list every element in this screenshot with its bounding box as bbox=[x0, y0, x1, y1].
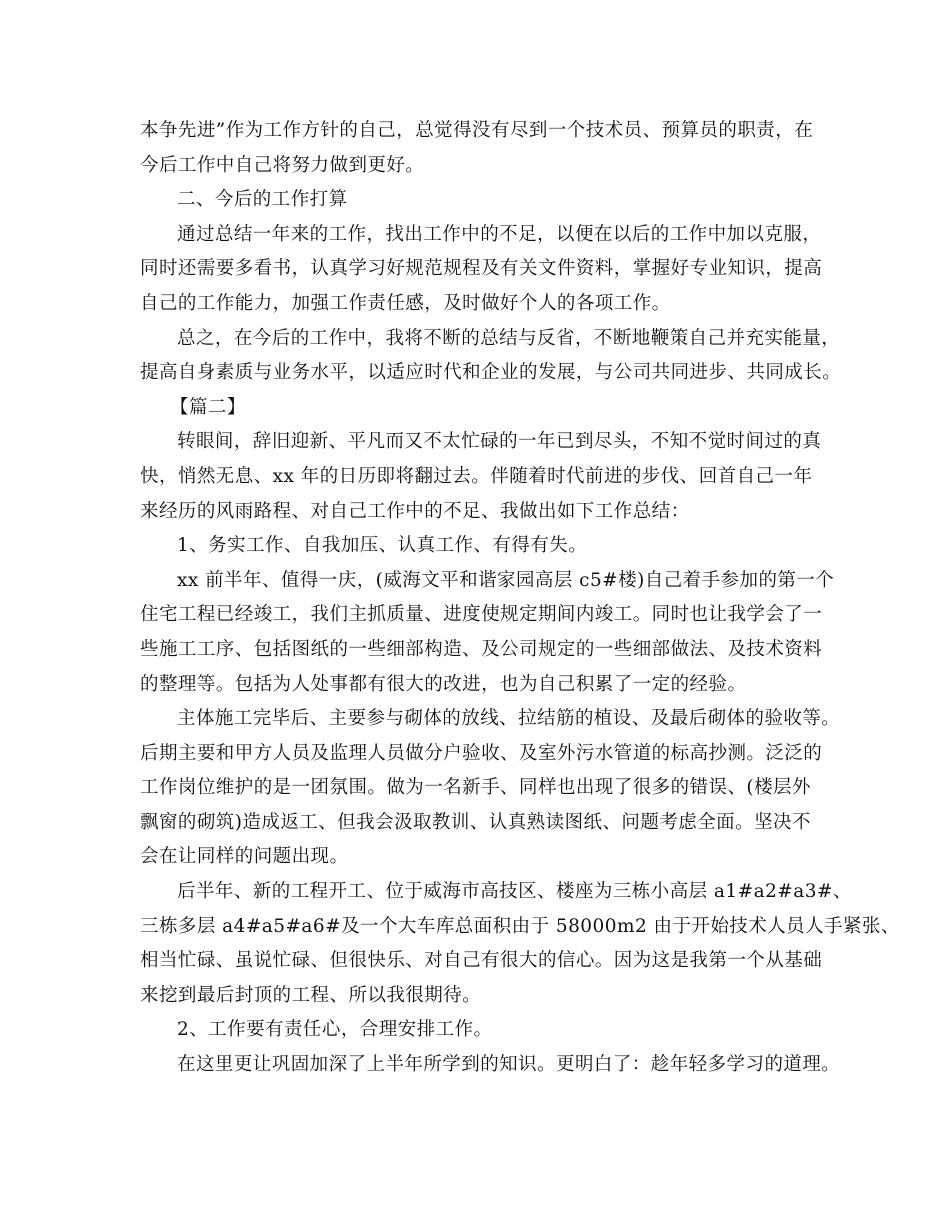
section-heading: 2、工作要有责任心，合理安排工作。 bbox=[177, 1019, 493, 1041]
text-line: 相当忙碌、虽说忙碌、但很快乐、对自己有很大的信心。因为这是我第一个从基础 bbox=[140, 950, 823, 972]
text-line: 后半年、新的工程开工、位于威海市高技区、楼座为三栋小高层 a1#a2#a3#、 bbox=[177, 881, 852, 903]
text-line: 本争先进”作为工作方针的自己，总觉得没有尽到一个技术员、预算员的职责，在 bbox=[140, 120, 814, 141]
section-heading: 二、今后的工作打算 bbox=[177, 189, 348, 211]
text-line: 快，悄然无息、xx 年的日历即将翻过去。伴随着时代前进的步伐、回首自己一年 bbox=[140, 465, 813, 487]
text-line: 提高自身素质与业务水平，以适应时代和企业的发展，与公司共同进步、共同成长。 bbox=[140, 362, 842, 384]
text-line: 些施工工序、包括图纸的一些细部构造、及公司规定的一些细部做法、及技术资料 bbox=[140, 638, 823, 660]
text-line: 通过总结一年来的工作，找出工作中的不足，以便在以后的工作中加以克服， bbox=[177, 223, 822, 245]
text-line: 工作岗位维护的是一团氛围。做为一名新手、同样也出现了很多的错误、(楼层外 bbox=[140, 777, 811, 799]
text-line: 在这里更让巩固加深了上半年所学到的知识。更明白了：趁年轻多学习的道理。 bbox=[177, 1054, 841, 1076]
text-line: 后期主要和甲方人员及监理人员做分户验收、及室外污水管道的标高抄测。泛泛的 bbox=[140, 742, 823, 764]
text-line: 同时还需要多看书，认真学习好规范规程及有关文件资料，掌握好专业知识，提高 bbox=[140, 258, 823, 280]
text-line: 来经历的风雨路程、对自己工作中的不足、我做出如下工作总结： bbox=[140, 500, 690, 522]
text-line: 住宅工程已经竣工，我们主抓质量、进度使规定期间内竣工。同时也让我学会了一 bbox=[140, 604, 823, 626]
text-line: 转眼间，辞旧迎新、平凡而又不太忙碌的一年已到尽头，不知不觉时间过的真 bbox=[177, 431, 822, 453]
text-line: 飘窗的砌筑)造成返工、但我会汲取教训、认真熟读图纸、问题考虑全面。坚决不 bbox=[140, 811, 811, 833]
text-line: 总之，在今后的工作中，我将不断的总结与反省，不断地鞭策自己并充实能量， bbox=[177, 327, 841, 349]
text-line: 今后工作中自己将努力做到更好。 bbox=[140, 154, 425, 176]
text-line: 自己的工作能力，加强工作责任感，及时做好个人的各项工作。 bbox=[140, 292, 671, 314]
section-heading: 1、务实工作、自我加压、认真工作、有得有失。 bbox=[177, 535, 588, 557]
text-line: 来挖到最后封顶的工程、所以我很期待。 bbox=[140, 984, 482, 1006]
text-line: 三栋多层 a4#a5#a6#及一个大车库总面积由于 58000m2 由于开始技术人员人手紧张、 bbox=[140, 915, 900, 937]
text-line: 主体施工完毕后、主要参与砌体的放线、拉结筋的植设、及最后砌体的验收等。 bbox=[177, 708, 841, 730]
text-line: 会在让同样的问题出现。 bbox=[140, 846, 349, 868]
document-body bbox=[140, 114, 900, 1083]
text-line: xx 前半年、值得一庆，(威海文平和谐家园高层 c5#楼)自己着手参加的第一个 bbox=[177, 569, 835, 591]
part-heading: 【篇二】 bbox=[170, 396, 246, 418]
text-line: 的整理等。包括为人处事都有很大的改进，也为自己积累了一定的经验。 bbox=[140, 673, 747, 695]
